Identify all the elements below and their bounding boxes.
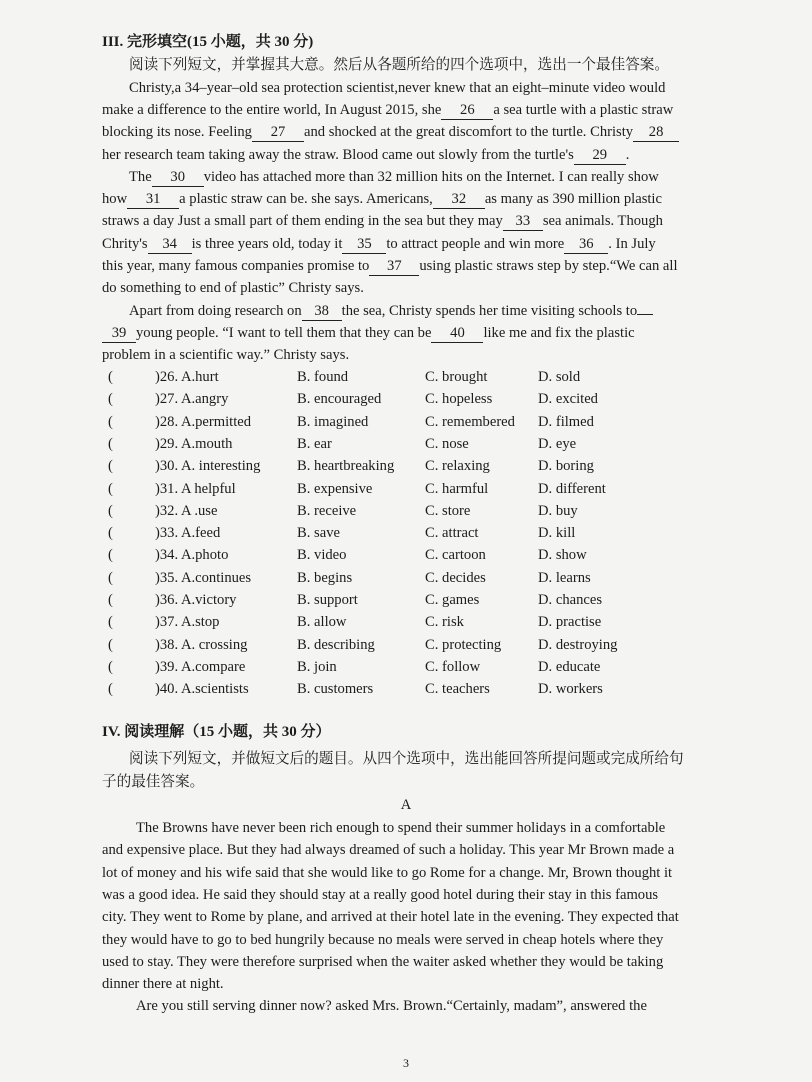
answer-paren: (: [108, 636, 113, 653]
option-d: D. learns: [538, 569, 591, 586]
option-a: )36. A.victory: [155, 592, 237, 608]
option-a: )37. A.stop: [155, 614, 220, 631]
answer-paren: (: [108, 547, 113, 564]
option-b: B. begins: [297, 569, 353, 586]
option-a: )34. A.photo: [155, 547, 229, 564]
answer-paren: (: [108, 413, 113, 430]
option-a: )29. A.mouth: [155, 435, 233, 452]
option-c: C. protecting: [425, 636, 502, 653]
blank-28: 28: [633, 124, 679, 142]
reading-line: lot of money and his wife said that she would like to go Rome for a change. Mr, Brown thought it: [102, 864, 673, 881]
passage-line: Chrity's 34 is three years old, today it 35 to attract people and win more 36 . In July: [102, 236, 656, 252]
passage-line: this year, many famous companies promise to 37 using plastic straws step by step.“We can all: [102, 258, 678, 274]
option-c: C. brought: [425, 369, 488, 385]
option-b: B. video: [297, 547, 347, 564]
answer-paren: (: [108, 502, 113, 519]
blank-40: 40: [431, 325, 483, 343]
option-a: )31. A helpful: [155, 480, 236, 497]
answer-paren: (: [108, 480, 113, 497]
blank-38: 38: [302, 303, 342, 321]
option-d: D. chances: [538, 592, 603, 608]
option-a: )33. A.feed: [155, 525, 221, 542]
option-d: D. educate: [538, 658, 601, 675]
passage-line: Apart from doing research on 38 the sea, Christy spends her time visiting schools to: [129, 301, 653, 323]
option-c: C. remembered: [425, 413, 515, 430]
option-b: B. imagined: [297, 413, 369, 430]
option-a: )27. A.angry: [155, 391, 229, 408]
passage-line: The 30 video has attached more than 32 million hits on the Internet. I can really show: [129, 169, 659, 185]
option-b: B. receive: [297, 502, 357, 519]
option-c: C. store: [425, 502, 471, 519]
section-3-heading: III. 完形填空(15 小题，共 30 分): [102, 34, 314, 50]
section-3-instruction: 阅读下列短文，并掌握其大意。然后从各题所给的四个选项中，选出一个最佳答案。: [129, 57, 669, 73]
answer-paren: (: [108, 391, 113, 408]
option-c: C. relaxing: [425, 458, 490, 475]
option-a: )28. A.permitted: [155, 413, 252, 430]
option-a: )38. A. crossing: [155, 636, 248, 653]
option-c: C. teachers: [425, 681, 490, 698]
passage-label: A: [400, 797, 412, 813]
option-d: D. excited: [538, 391, 598, 408]
passage-line: 39 young people. “I want to tell them that they can be 40 like me and fix the plastic: [102, 323, 635, 345]
option-b: B. found: [297, 369, 349, 385]
blank-37: 37: [369, 258, 419, 276]
option-c: C. nose: [425, 435, 469, 452]
reading-line: used to stay. They were therefore surprised when the waiter asked whether they would be taking: [102, 953, 664, 970]
blank-36: 36: [564, 236, 608, 254]
blank-26: 26: [441, 102, 493, 120]
blank-32: 32: [433, 191, 485, 209]
answer-paren: (: [108, 458, 113, 475]
option-b: B. ear: [297, 435, 332, 452]
page-number: 3: [403, 1056, 409, 1070]
answer-paren: (: [108, 681, 113, 698]
option-c: C. harmful: [425, 480, 489, 497]
option-d: D. filmed: [538, 413, 594, 430]
option-c: C. follow: [425, 658, 481, 675]
answer-paren: (: [108, 435, 113, 452]
blank-29: 29: [574, 147, 626, 165]
option-d: D. sold: [538, 369, 581, 385]
option-d: D. kill: [538, 525, 576, 542]
passage-line: blocking its nose. Feeling 27 and shocked at the great discomfort to the turtle. Christy 28: [102, 122, 679, 144]
option-b: B. heartbreaking: [297, 458, 395, 475]
blank-39: 39: [102, 325, 136, 343]
answer-paren: (: [108, 614, 113, 631]
option-a: )26. A.hurt: [155, 369, 219, 385]
option-a: )30. A. interesting: [155, 458, 261, 475]
passage-line: make a difference to the entire world, In August 2015, she 26 a sea turtle with a plastic straw: [102, 102, 674, 118]
option-d: D. different: [538, 480, 606, 497]
reading-line: Are you still serving dinner now? asked Mrs. Brown.“Certainly, madam”, answered the: [136, 998, 647, 1015]
option-b: B. allow: [297, 614, 347, 631]
option-a: )39. A.compare: [155, 658, 246, 675]
option-d: D. destroying: [538, 636, 618, 653]
blank-27: 27: [252, 124, 304, 142]
section-4-instruction: 阅读下列短文，并做短文后的题目。从四个选项中，选出能回答所提问题或完成所给句: [129, 751, 684, 767]
answer-paren: (: [108, 525, 113, 542]
option-c: C. attract: [425, 525, 479, 542]
blank-30: 30: [152, 169, 204, 187]
reading-line: was a good idea. He said they should stay at a really good hotel during their stay in this famous: [102, 886, 659, 903]
passage-line: do something to end of plastic” Christy says.: [102, 280, 364, 296]
blank-31: 31: [127, 191, 179, 209]
passage-line: straws a day Just a small part of them ending in the sea but they may 33 sea animals. Though: [102, 213, 663, 229]
answer-paren: (: [108, 592, 113, 608]
blank-35: 35: [342, 236, 386, 254]
option-c: C. decides: [425, 569, 486, 586]
option-d: D. show: [538, 547, 587, 564]
option-b: B. expensive: [297, 480, 373, 497]
option-a: )35. A.continues: [155, 569, 252, 586]
blank-33: 33: [503, 213, 543, 231]
reading-line: dinner there at night.: [102, 976, 224, 993]
option-b: B. encouraged: [297, 391, 382, 408]
option-a: )32. A .use: [155, 502, 218, 519]
option-c: C. cartoon: [425, 547, 486, 564]
option-b: B. describing: [297, 636, 375, 653]
option-a: )40. A.scientists: [155, 681, 249, 698]
passage-line: problem in a scientific way.” Christy says.: [102, 347, 350, 363]
passage-line: how 31 a plastic straw can be. she says. Americans, 32 as many as 390 million plastic: [102, 191, 662, 207]
section-4-instruction: 子的最佳答案。: [102, 774, 205, 790]
section-4-heading: IV. 阅读理解（15 小题，共 30 分）: [102, 724, 331, 740]
option-b: B. join: [297, 658, 337, 675]
blank-34: 34: [148, 236, 192, 254]
option-d: D. practise: [538, 614, 602, 631]
option-b: B. customers: [297, 681, 374, 698]
answer-paren: (: [108, 658, 113, 675]
reading-line: The Browns have never been rich enough to spend their summer holidays in a comfortable: [136, 820, 666, 836]
option-d: D. buy: [538, 502, 578, 519]
option-c: C. risk: [425, 614, 464, 631]
option-d: D. workers: [538, 681, 603, 698]
passage-line: her research team taking away the straw. Blood came out slowly from the turtle's 29 .: [102, 147, 630, 163]
option-c: C. games: [425, 592, 480, 608]
option-b: B. support: [297, 592, 358, 608]
option-d: D. eye: [538, 435, 577, 452]
answer-paren: (: [108, 369, 113, 385]
reading-line: city. They went to Rome by plane, and arrived at their hotel late in the evening. They expected that: [102, 909, 679, 926]
passage-line: Christy,a 34–year–old sea protection scientist,never knew that an eight–minute video would: [129, 80, 666, 96]
reading-line: and expensive place. But they had always dreamed of such a holiday. This year Mr Brown made a: [102, 842, 675, 859]
option-d: D. boring: [538, 458, 594, 475]
option-b: B. save: [297, 525, 340, 542]
answer-paren: (: [108, 569, 113, 586]
reading-line: they would have to go to bed hungrily because no meals were served in cheap hotels where they: [102, 931, 664, 948]
option-c: C. hopeless: [425, 391, 493, 408]
